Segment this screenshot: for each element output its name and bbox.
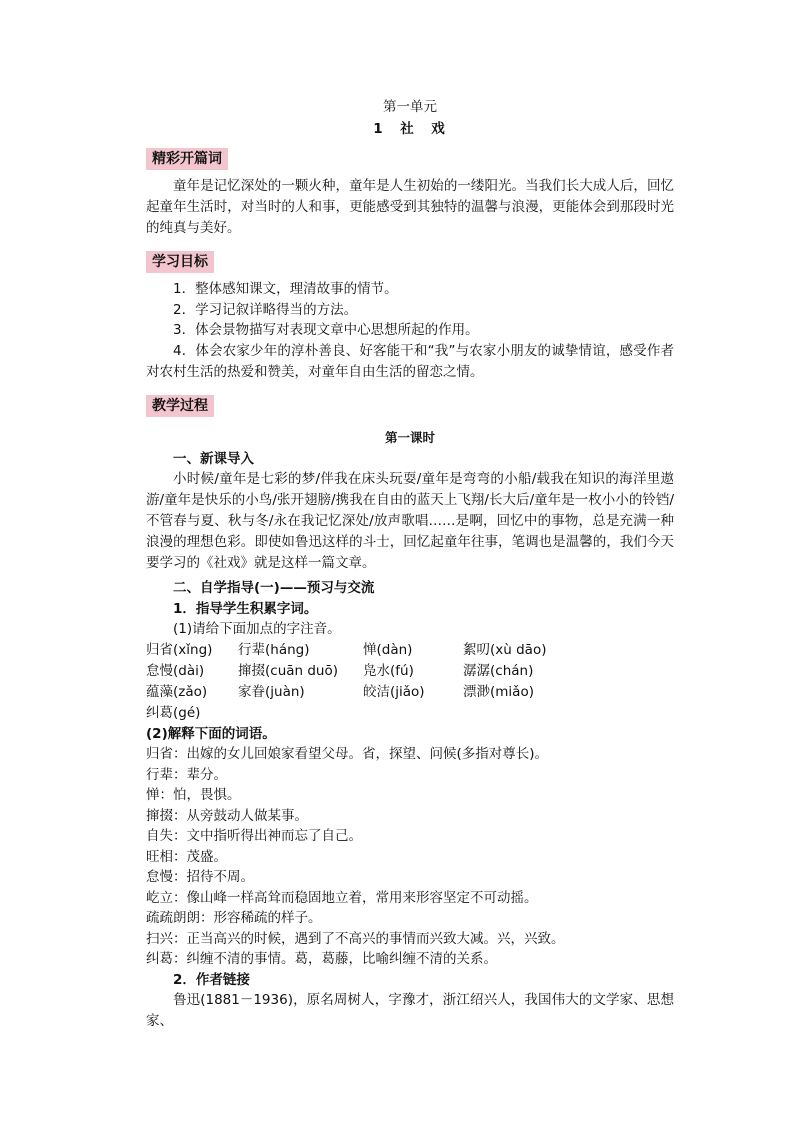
section-heading: 一、新课导入 <box>173 450 254 467</box>
definition-item: 屹立：像山峰一样高耸而稳固地立着，常用来形容坚定不可动摇。 <box>146 889 538 906</box>
process-badge: 教学过程 <box>146 395 214 417</box>
goals-badge: 学习目标 <box>146 251 214 273</box>
goal-item: 2．学习记叙详略得当的方法。 <box>173 301 358 318</box>
pinyin-item: 纠葛(gé) <box>146 704 201 721</box>
lesson-title: 1 社 戏 <box>373 121 447 137</box>
definition-item: 行辈：辈分。 <box>146 766 227 783</box>
intro-paragraph: 童年是记忆深处的一颗火种，童年是人生初始的一缕阳光。当我们长大成人后，回忆起童年生活时，对当时的人和事，更能感受到其独特的温馨与浪漫，更能体会到那段时光的纯真与美好。 <box>146 178 674 236</box>
definition-item: 扫兴：正当高兴的时候，遇到了不高兴的事情而兴致大减。兴，兴致。 <box>146 930 565 947</box>
definition-item: 疏疏朗朗：形容稀疏的样子。 <box>146 910 322 926</box>
pinyin-item: 行辈(háng) <box>238 641 310 658</box>
pinyin-item: 撺掇(cuān duō) <box>238 662 339 679</box>
subsection-heading: 1．指导学生积累字词。 <box>173 600 318 617</box>
definition-item: 怠慢：招待不周。 <box>146 869 254 885</box>
definition-item: 归省：出嫁的女儿回娘家看望父母。省，探望、问候(多指对尊长)。 <box>146 746 549 762</box>
period-heading: 第一课时 <box>384 429 435 445</box>
definition-item: 自失：文中指听得出神而忘了自己。 <box>146 828 362 844</box>
pinyin-grid <box>146 640 674 724</box>
pinyin-item: 漂渺(miǎo) <box>463 683 534 700</box>
goal-item: 1．整体感知课文，理清故事的情节。 <box>173 281 398 297</box>
exercise-prompt: (1)请给下面加点的字注音。 <box>173 621 341 637</box>
pinyin-item: 絮叨(xù dāo) <box>463 641 547 658</box>
intro-badge: 精彩开篇词 <box>146 148 228 170</box>
definition-item: 纠葛：纠缠不清的事情。葛，葛藤，比喻纠缠不清的关系。 <box>146 951 497 967</box>
pinyin-item: 惮(dàn) <box>363 641 413 658</box>
goal-item: 4．体会农家少年的淳朴善良、好客能干和“我”与农家小朋友的诚挚情谊，感受作者对农村生活的热爱和赞美，对童年自由生活的留恋之情。 <box>146 342 674 380</box>
section-heading: 二、自学指导(一)——预习与交流 <box>173 580 375 596</box>
unit-title: 第一单元 <box>383 99 437 115</box>
author-paragraph: 鲁迅(1881－1936)，原名周树人，字豫才，浙江绍兴人，我国伟大的文学家、思想家、 <box>146 992 674 1029</box>
definition-item: 惮：怕，畏惧。 <box>146 787 241 803</box>
goal-item: 3．体会景物描写对表现文章中心思想所起的作用。 <box>173 322 479 338</box>
pinyin-item: 皎洁(jiǎo) <box>363 683 425 700</box>
pinyin-item: 家眷(juàn) <box>238 683 305 700</box>
pinyin-item: 潺潺(chán) <box>463 662 534 679</box>
intro-lead-paragraph: 小时候/童年是七彩的梦/伴我在床头玩耍/童年是弯弯的小船/载我在知识的海洋里遨游/童年是快乐的小鸟/张开翅膀/携我在自由的蓝天上飞翔/长大后/童年是一枚小小的铃铛/不管春与夏、秋与冬/永在我记忆深处/放声歌唱……是啊，回忆中的事物，总是充满一种浪漫的理想色彩。即使如鲁迅这样的斗士，回忆起童年往事，笔调也是温馨的，我们今天要学习的《社戏》就是这样一篇文章。 <box>146 471 674 571</box>
pinyin-item: 怠慢(dài) <box>146 662 205 679</box>
definition-item: 旺相：茂盛。 <box>146 848 227 865</box>
definition-item: 撺掇：从旁鼓动人做某事。 <box>146 807 308 824</box>
subsection-heading: 2．作者链接 <box>173 971 250 988</box>
pinyin-item: 凫水(fú) <box>363 662 414 679</box>
pinyin-item: 蕴藻(zǎo) <box>146 683 208 700</box>
exercise-prompt: (2)解释下面的词语。 <box>146 725 276 742</box>
document-content <box>146 96 674 1036</box>
pinyin-item: 归省(xǐng) <box>146 641 213 658</box>
